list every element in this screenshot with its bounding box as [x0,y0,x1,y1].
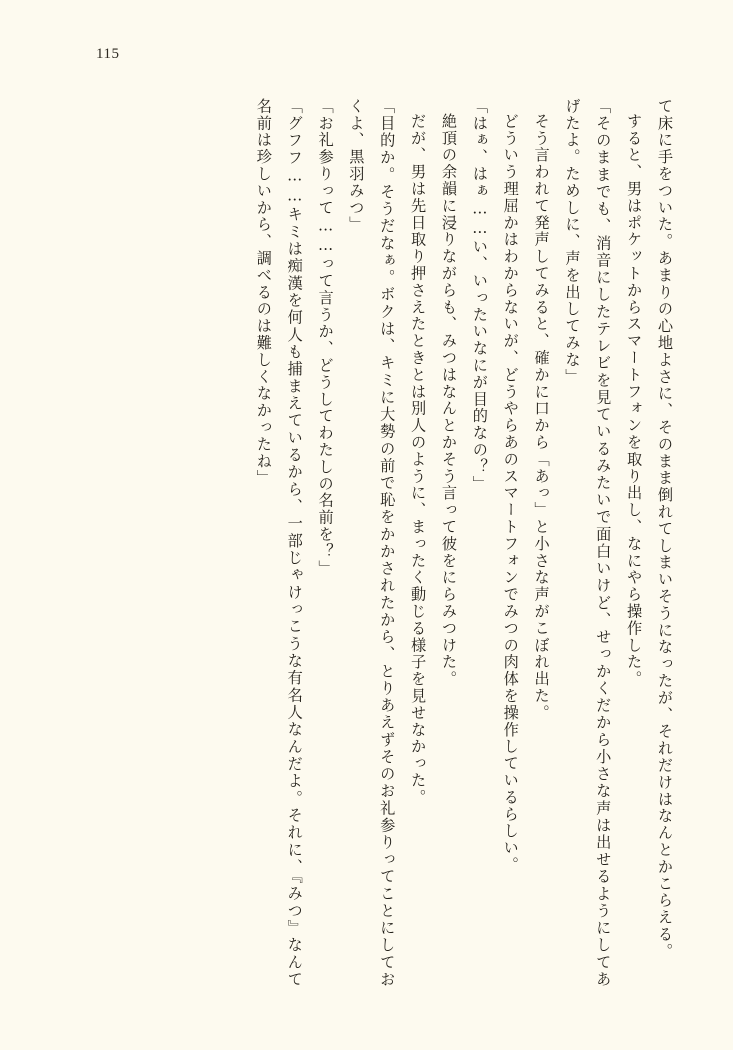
body-text [58,98,680,988]
page-number: 115 [96,46,120,62]
paragraph: そう言われて発声してみると、確かに口から「あっ」と小さな声がこぼれ出た。 [532,113,551,722]
paragraph: 「目的か。そうだなぁ。ボクは、キミに大勢の前で恥をかかされたから、とりあえずそのお礼参りってことにしておくよ、黒羽みつ」 [347,98,397,988]
paragraph: どういう理屈かはわからないが、どうやらあのスマートフォンでみつの肉体を操作しているらしい。 [501,113,520,874]
paragraph: すると、男はポケットからスマートフォンを取り出し、なにやら操作した。 [625,113,644,688]
paragraph: 絶頂の余韻に浸りながらも、みつはなんとかそう言って彼をにらみつけた。 [439,113,458,688]
paragraph: 「グフフ……キミは痴漢を何人も捕まえているから、一部じゃけっこうな有名人なんだよ。それに、『みつ』なんて名前は珍しいから、調べるのは難しくなかったね」 [254,98,304,988]
paragraph: だが、男は先日取り押さえたときとは別人のように、まったく動じる様子を見せなかった。 [409,113,428,807]
paragraph: 「そのままでも、消音にしたテレビを見ているみたいで面白いけど、せっかくだから小さな声は出せるようにしてあげたよ。ためしに、声を出してみな」 [563,98,613,988]
paragraph: 「お礼参りって……って言うか、どうしてわたしの名前を？」 [316,98,335,577]
paragraph: て床に手をついた。あまりの心地よさに、そのまま倒れてしまいそうになったが、それだけはなんとかこらえる。 [656,98,674,960]
paragraph: 「はぁ、はぁ……い、いったいなにが目的なの？」 [470,98,489,493]
